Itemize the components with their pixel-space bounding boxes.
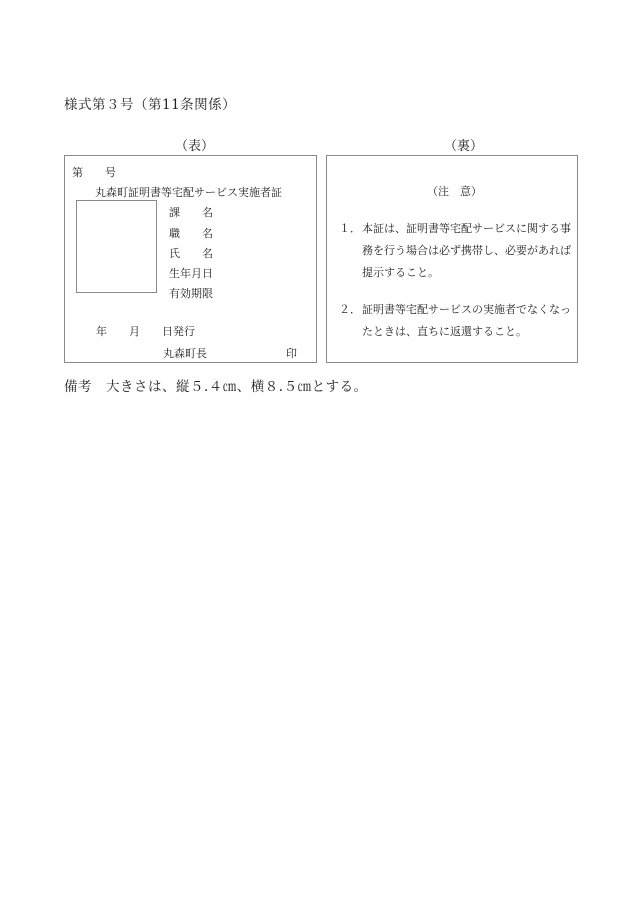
- remark-note: 備考 大きさは、縦５.４㎝、横８.５㎝とする。: [64, 379, 368, 395]
- card-front: [64, 155, 317, 363]
- notice-item-number: ２．: [339, 303, 361, 316]
- seal-mark: 印: [286, 347, 297, 360]
- notice-item: [339, 299, 573, 343]
- field-validity-label: 有効期限: [169, 287, 213, 300]
- front-side-label: （表）: [175, 139, 215, 154]
- notice-item-text-line: たときは、直ちに返還すること。: [362, 325, 527, 338]
- notice-item-number: １．: [339, 222, 361, 235]
- photo-frame: [76, 200, 157, 293]
- form-title: 様式第３号（第11条関係）: [64, 97, 237, 113]
- back-side-label: （裏）: [444, 139, 484, 154]
- issue-date: 年 月 日発行: [96, 325, 195, 338]
- notice-item-text-line: 本証は、証明書等宅配サービスに関する事: [362, 222, 571, 235]
- field-name-label: 氏 名: [169, 247, 213, 260]
- card-back: [326, 155, 578, 363]
- card-number-label: 第 号: [72, 166, 116, 179]
- notice-item-text-line: 務を行う場合は必ず携帯し、必要があれば: [362, 244, 571, 257]
- issuer-name: 丸森町長: [163, 347, 207, 360]
- card-title: 丸森町証明書等宅配サービス実施者証: [95, 186, 282, 199]
- notice-heading: （注 意）: [427, 185, 482, 198]
- notice-item-text-line: 証明書等宅配サービスの実施者でなくなっ: [362, 303, 571, 316]
- notice-item: [339, 218, 573, 284]
- notice-item-text-line: 提示すること。: [362, 266, 439, 279]
- field-section-label: 課 名: [169, 206, 213, 219]
- field-birthdate-label: 生年月日: [169, 267, 213, 280]
- field-position-label: 職 名: [169, 227, 213, 240]
